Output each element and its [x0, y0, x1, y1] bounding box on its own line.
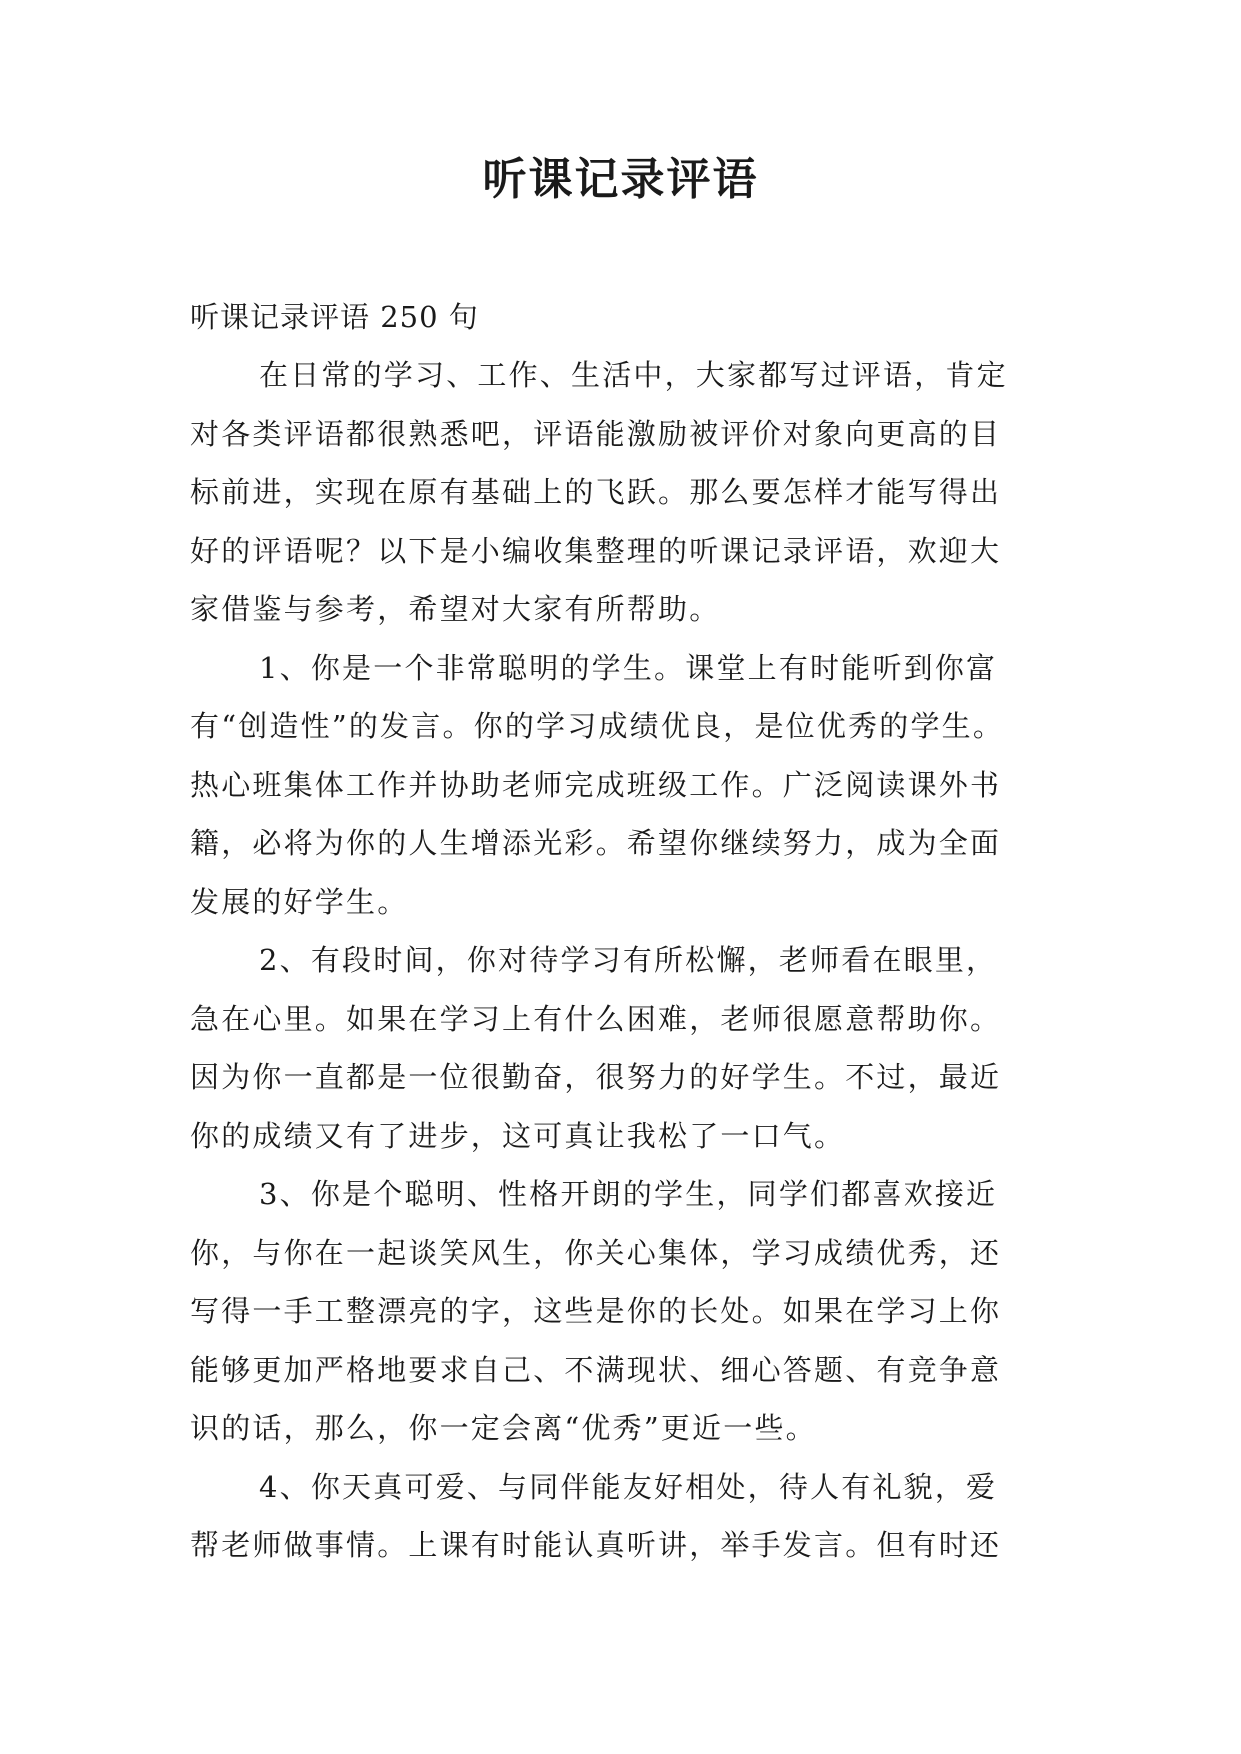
text-line: 标前进，实现在原有基础上的飞跃。那么要怎样才能写得出	[190, 475, 1002, 509]
comment-paragraph-2	[190, 931, 1050, 1165]
text-line: 在日常的学习、工作、生活中，大家都写过评语，肯定	[259, 358, 1008, 392]
text-line: 写得一手工整漂亮的字，这些是你的长处。如果在学习上你	[190, 1294, 1002, 1328]
text-line: 1、你是一个非常聪明的学生。课堂上有时能听到你富	[259, 650, 998, 685]
text-line: 急在心里。如果在学习上有什么困难，老师很愿意帮助你。	[190, 1001, 1002, 1036]
text-line: 好的评语呢？以下是小编收集整理的听课记录评语，欢迎大	[190, 533, 1002, 568]
comment-paragraph-4	[190, 1458, 1050, 1575]
comment-paragraph-3	[190, 1165, 1050, 1458]
text-line: 识的话，那么，你一定会离“优秀”更近一些。	[190, 1411, 817, 1445]
text-line: 有“创造性”的发言。你的学习成绩优良，是位优秀的学生。	[190, 709, 1005, 743]
text-line: 帮老师做事情。上课有时能认真听讲，举手发言。但有时还	[190, 1528, 1002, 1562]
text-line: 2、有段时间，你对待学习有所松懈，老师看在眼里，	[259, 943, 998, 977]
text-line: 发展的好学生。	[190, 884, 409, 919]
text-line: 3、你是个聪明、性格开朗的学生，同学们都喜欢接近	[259, 1177, 998, 1211]
text-line: 对各类评语都很熟悉吧，评语能激励被评价对象向更高的目	[190, 416, 1002, 451]
text-line: 能够更加严格地要求自己、不满现状、细心答题、有竞争意	[190, 1352, 1002, 1387]
intro-paragraph	[190, 346, 1050, 639]
text-line: 你的成绩又有了进步，这可真让我松了一口气。	[190, 1118, 846, 1153]
text-line: 4、你天真可爱、与同伴能友好相处，待人有礼貌，爱	[259, 1469, 998, 1504]
comment-paragraph-1	[190, 639, 1050, 932]
text-line: 因为你一直都是一位很勤奋，很努力的好学生。不过，最近	[190, 1060, 1002, 1094]
document-subtitle: 听课记录评语 250 句	[190, 300, 479, 334]
document-title: 听课记录评语	[482, 154, 759, 205]
text-line: 家借鉴与参考，希望对大家有所帮助。	[190, 592, 721, 626]
text-line: 你，与你在一起谈笑风生，你关心集体，学习成绩优秀，还	[190, 1235, 1002, 1270]
document-body	[190, 288, 1050, 1575]
text-line: 籍，必将为你的人生增添光彩。希望你继续努力，成为全面	[190, 826, 1002, 860]
text-line: 热心班集体工作并协助老师完成班级工作。广泛阅读课外书	[190, 767, 1002, 802]
